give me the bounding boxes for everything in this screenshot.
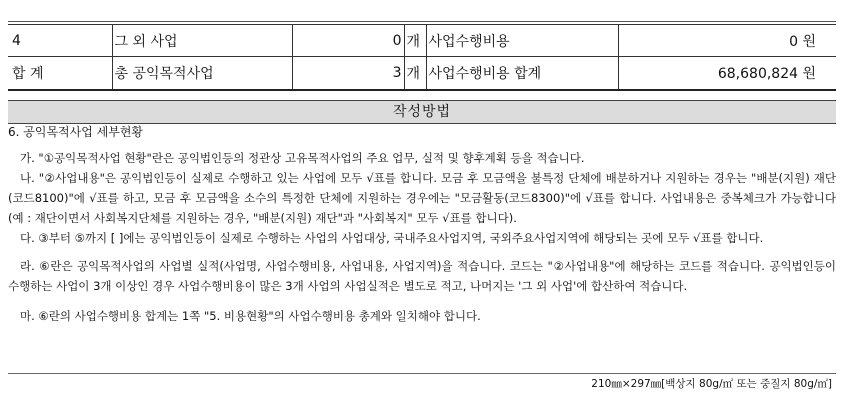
business-count: 0 (292, 25, 404, 57)
table-top-border (8, 21, 836, 22)
business-count: 3 (292, 57, 404, 91)
business-count-unit: 개 (404, 57, 426, 91)
table-row-other-business (8, 25, 836, 57)
total-label: 합 계 (8, 57, 112, 91)
table-row-total (8, 57, 836, 91)
paper-size-note: 210㎜×297㎜[백상지 80g/㎡ 또는 중질지 80g/㎡] (8, 373, 836, 394)
instruction-item-na: 나. "②사업내용"은 공익법인등이 실제로 수행하고 있는 사업에 모두 √표를 합니다. 모금 후 모금액을 불특정 단체에 배분하거나 지원하는 경우는 "배분(지원) 재단(코드8100)"에 √표를 하고, 모금 후 모금액을 소수의 특정한 단체에 지원하는 경우에는 "모금활동(코드8300)"에 √표를 합니다. 사업내용은 중복체크가 가능합니다(예 : 재단이면서 사회복지단체를 지원하는 경우, "배분(지원) 재단"과 "사회복지" 모두 √표를 합니다). (8, 171, 836, 225)
business-count-unit: 개 (404, 25, 426, 57)
section-heading: 6. 공익목적사업 세부현황 (8, 125, 143, 139)
cost-label: 사업수행비용 (426, 25, 618, 57)
instruction-item-da: 다. ③부터 ⑤까지 [ ]에는 공익법인등이 실제로 수행하는 사업의 사업대상, 국내주요사업지역, 국외주요사업지역에 해당되는 곳에 모두 √표를 합니다. (20, 231, 764, 245)
instruction-item-ga: 가. "①공익목적사업 현황"란은 공익법인등의 정관상 고유목적사업의 주요 업무, 실적 및 향후계획 등을 적습니다. (20, 151, 585, 165)
cost-label: 사업수행비용 합계 (426, 57, 618, 91)
business-category: 그 외 사업 (112, 25, 292, 57)
guide-title-bar: 작성방법 (8, 100, 836, 124)
cost-value: 0 원 (618, 25, 836, 57)
row-number: 4 (8, 25, 112, 57)
instruction-item-ra: 라. ⑥란은 공익목적사업의 사업별 실적(사업명, 사업수행비용, 사업내용, 사업지역)을 적습니다. 코드는 "②사업내용"에 해당하는 코드를 적습니다. 공익법인등이 수행하는 사업이 3개 이상인 경우 사업수행비용이 많은 3개 사업의 사업실적은 별도로 적고, 나머지는 '그 외 사업'에 합산하여 적습니다. (8, 259, 836, 293)
instruction-item-ma: 마. ⑥란의 사업수행비용 합계는 1쪽 "5. 비용현황"의 사업수행비용 총계와 일치해야 합니다. (20, 309, 481, 323)
total-cost-value: 68,680,824 원 (618, 57, 836, 91)
business-summary-table (8, 24, 836, 91)
business-category: 총 공익목적사업 (112, 57, 292, 91)
instruction-list (8, 148, 836, 326)
